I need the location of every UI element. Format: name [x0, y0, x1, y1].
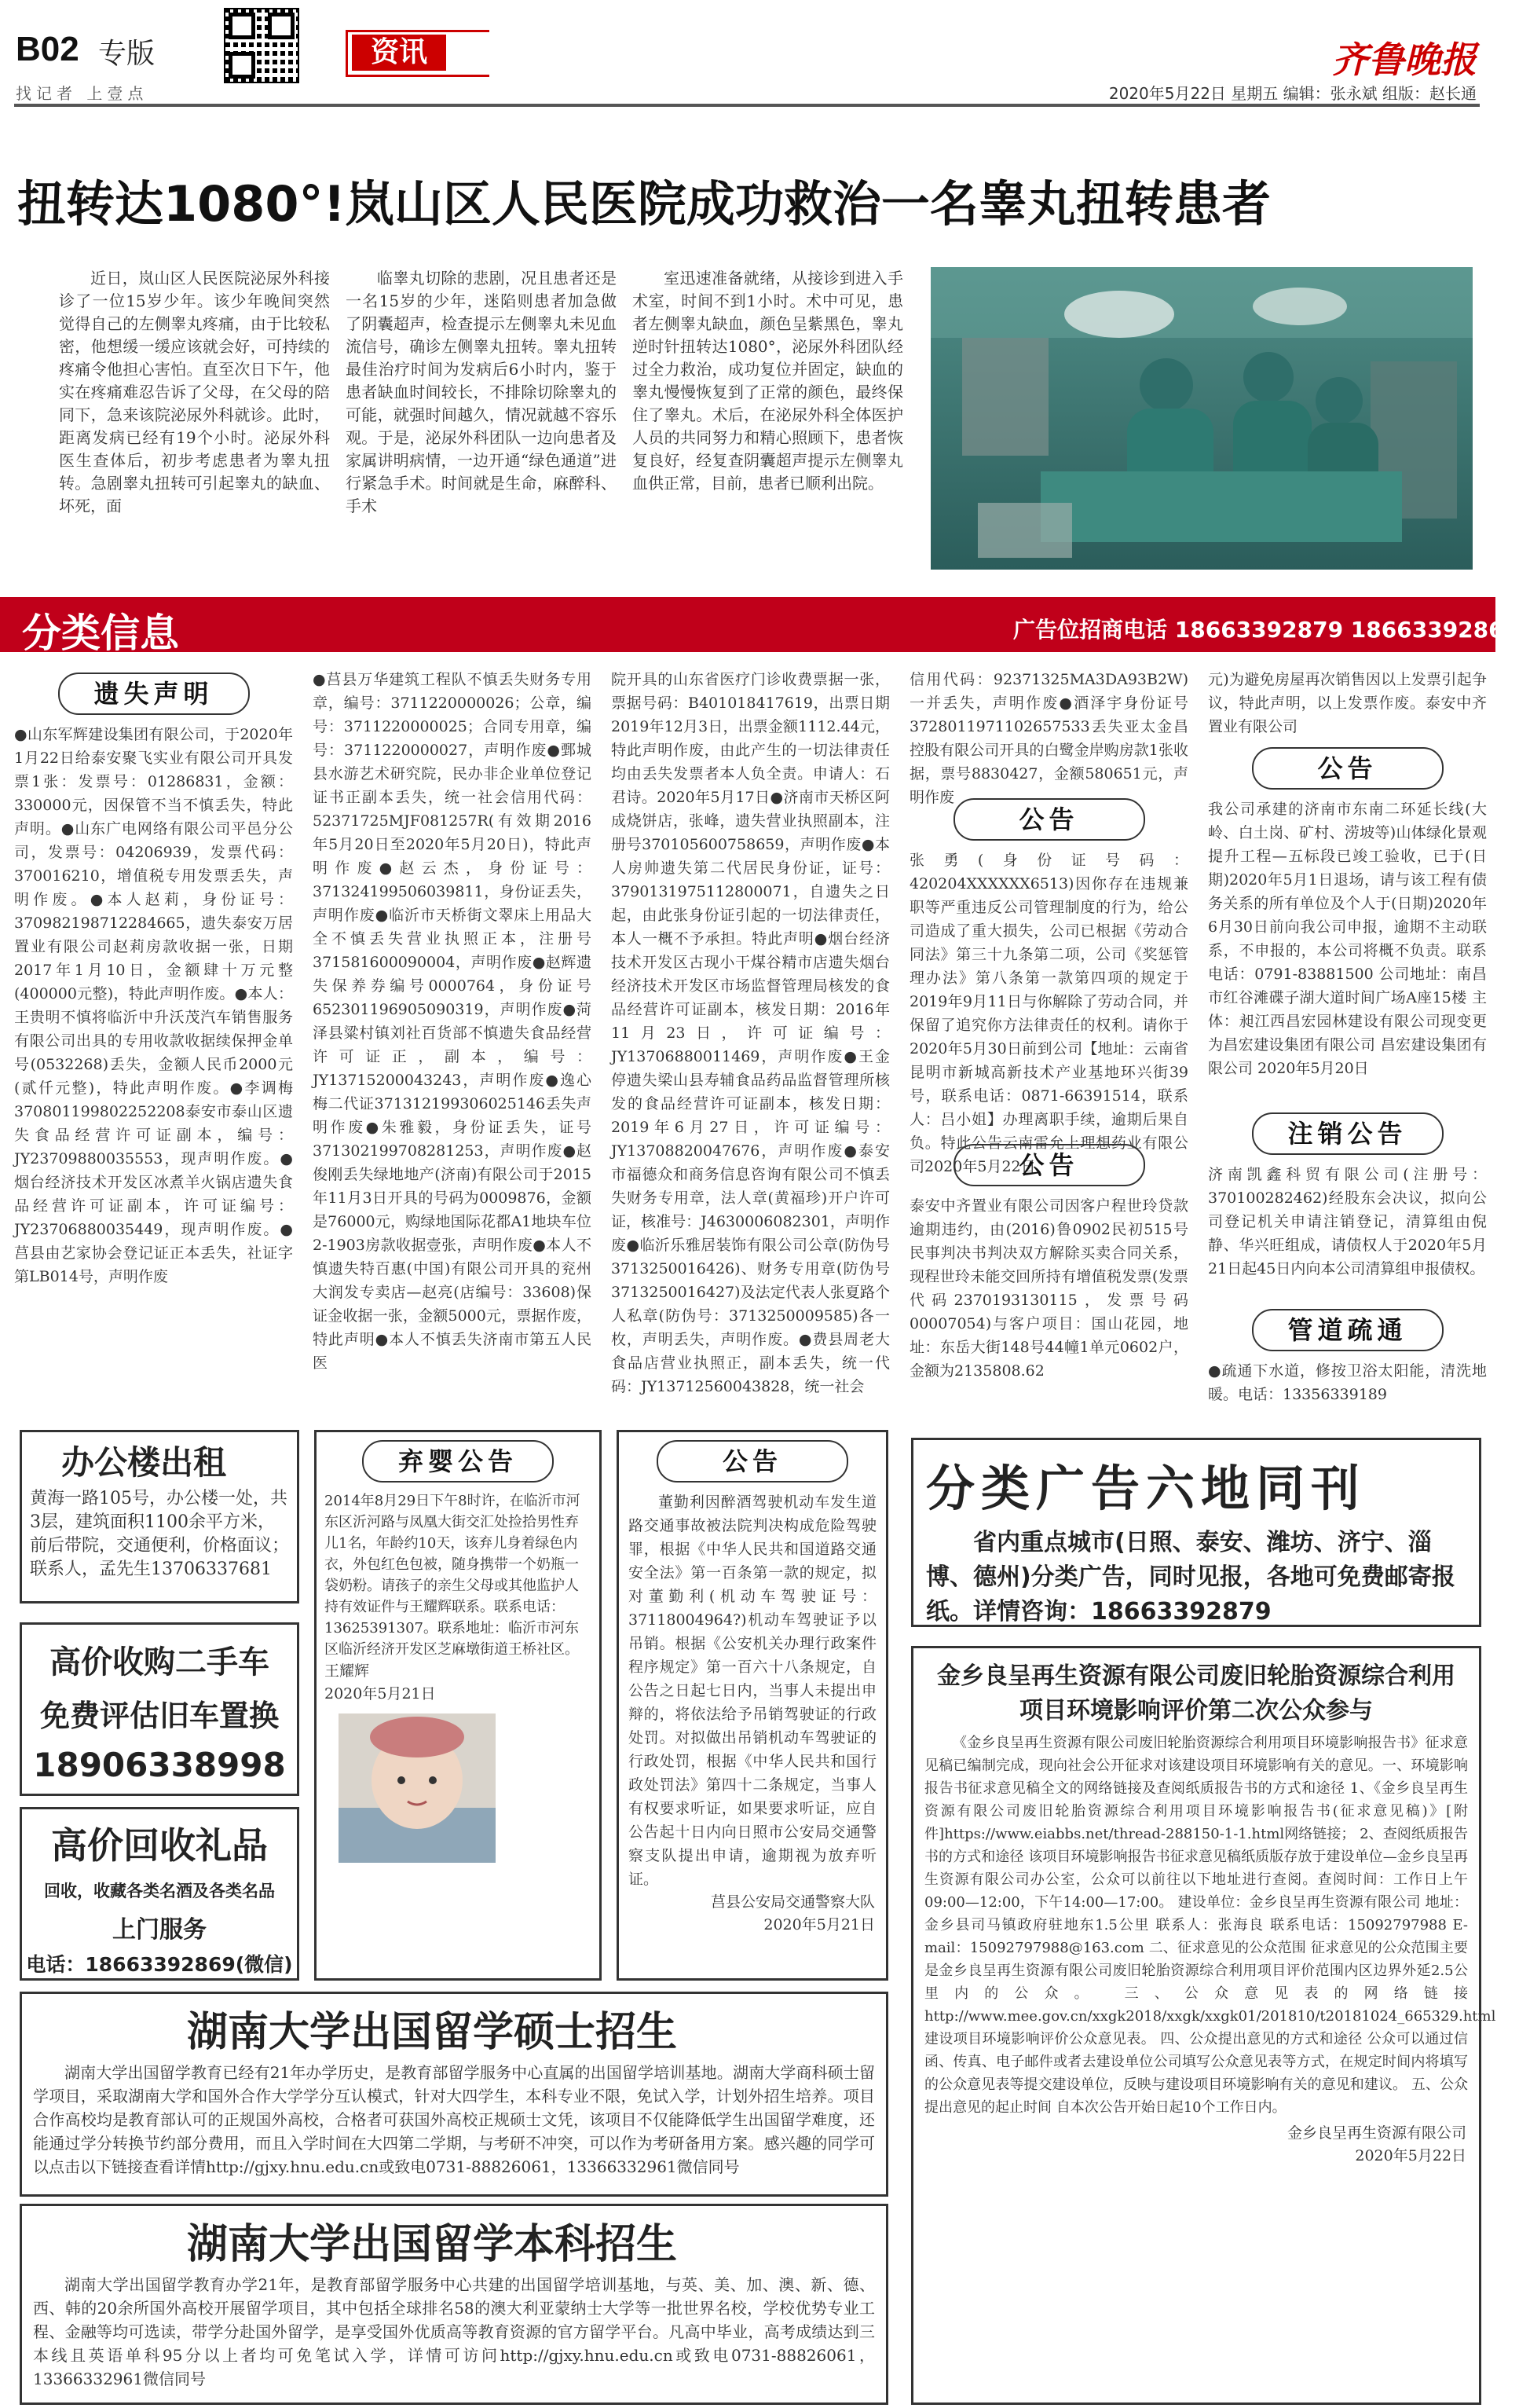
gift-line1: 回收，收藏各类名酒及各类名品	[44, 1882, 275, 1900]
lead-column-1: 近日，岚山区人民医院泌尿外科接诊了一位15岁少年。该少年晚间突然觉得自己的左侧睾丸疼痛，由于比较私密，他想缓一缓应该就会好，可持续的疼痛令他担心害怕。直至次日下午，他实在疼痛难忍告诉了父母，在父母的陪同下，急来该院泌尿外科就诊。此时，距离发病已经有19个小时。泌尿外科医生查体后，初步考虑患者为睾丸扭转。急剧睾丸扭转可引起睾丸的缺血、坏死，面	[59, 269, 330, 515]
lost-text-1: ●山东军辉建设集团有限公司，于2020年1月22日给泰安聚飞实业有限公司开具发票1张：发票号：01286831，金额：330000元，因保管不当不慎丢失，特此声明。●山东广电网络有限公司平邑分公司，发票号：04206939，发票代码：370016210，增值税专用发票丢失，声明作废。●本人赵莉，身份证号：370982198712284665，遗失泰安万居置业有限公司赵莉房款收据一张，日期2017年1月10日，金额肆十万元整(400000元整)，特此声明作废。●本人：王贵明不慎将临沂中升沃茂汽车销售服务有限公司出具的专用收款收据续保押金单号(0532268)丢失，金额人民币2000元(贰仟元整)，特此声明作废。●李调梅370801199802252208泰安市泰山区遗失食品经营许可证副本，编号：JY23709880035553，现声明作废。●烟台经济技术开发区冰煮羊火锅店遗失食品经营许可证副本，许可证编号：JY23706880035449，现声明作废。●莒县由艺家协会登记证正本丢失，社证字第LB014号，声明作废	[14, 726, 293, 1285]
eia-text: 《金乡良呈再生资源有限公司废旧轮胎资源综合利用项目环境影响报告书》征求意见稿已编制完成，现向社会公开征求对该建设项目环境影响有关的意见。一、环境影响报告书征求意见稿全文的网络链接及查阅纸质报告书的方式和途径 1、《金乡良呈再生资源有限公司废旧轮胎资源综合利用项目环境影响报告书(征求意见稿)》[附件]https://www.eiabbs.net/thread-288150-1-1.html网络链接； 2、查阅纸质报告书的方式和途径 该项目环境影响报告书征求意见稿纸质版存放于建设单位—金乡良呈再生资源有限公司办公室，公众可以前往以下地址进行查阅。查阅时间：工作日上午09:00—12:00，下午14:00—17:00。 建设单位：金乡良呈再生资源有限公司 地址：金乡县司马镇政府驻地东1.5公里 联系人：张海良 联系电话：15092797988 E-mail：15092797988@163.com 二、征求意见的公众范围 征求意见的公众范围主要是金乡良呈再生资源有限公司废旧轮胎资源综合利用项目评价范围内区边界外延2.5公里内的公众。 三、公众意见表的网络链接 http://www.mee.gov.cn/xxgk2018/xxgk/xxgk01/201810/t20181024_665329.html 建设项目环境影响评价公众意见表。 四、公众提出意见的方式和途径 公众可以通过信函、传真、电子邮件或者去建设单位公司填写公众意见表等方式，在规定时间内将填写的公众意见表等提交建设单位，反映与建设项目环境影响有关的意见和建议。 五、公众提出意见的起止时间 自本次公告开始日起10个工作日内。	[924, 1735, 1496, 2116]
hunan-bachelor-ad	[20, 2204, 888, 2405]
traffic-signer: 莒县公安局交通警察大队	[710, 1893, 875, 1911]
gift-ad	[20, 1807, 299, 1981]
six-city-text: 省内重点城市(日照、泰安、潍坊、济宁、淄博、德州)分类广告，同时见报，各地可免费邮寄报纸。详情咨询：18663392879	[926, 1529, 1455, 1625]
lost-text-4: 信用代码：92371325MA3DA93B2W)一并丢失，声明作废●酒泽宇身份证号3728011971102657533丢失亚太金昌控股有限公司开具的白鹭金岸购房款1张收据，票号8830427，金额580651元，声明作废	[910, 671, 1188, 806]
lost-column-5	[1208, 668, 1487, 742]
hunan-master-text: 湖南大学出国留学教育已经有21年办学历史，是教育部留学服务中心直属的出国留学培训基地。湖南大学商科硕士留学项目，采取湖南大学和国外合作大学学分互认模式，针对大四学生，本科专业不限，免试入学，计划外招生培养。项目合作高校均是教育部认可的正规国外高校，合格者可获国外高校正规硕士文凭，该项目不仅能降低学生出国留学难度，还能通过学分转换节约部分费用，而且入学时间在大四第二学期，与考研不冲突，可以作为考研备用方案。感兴趣的同学可以点击以下链接查看详情http://gjxy.hnu.edu.cn或致电0731-88826061，13366332961微信同号	[33, 2063, 875, 2176]
masthead-logo: 齐鲁晚报	[1332, 38, 1477, 81]
traffic-tag: 公告	[657, 1440, 848, 1483]
lead-column-2: 临睾丸切除的悲剧，况且患者还是一名15岁的少年，迷陷则患者加急做了阴囊超声，检查提示左侧睾丸未见血流信号，确诊左侧睾丸扭转。睾丸扭转最佳治疗时间为发病后6小时内，鉴于患者缺血时间较长，不排除切除睾丸的可能，就强时间越久，情况就越不容乐观。于是，泌尿外科团队一边向患者及家属讲明病情，一边开通“绿色通道”进行紧急手术。时间就是生命，麻醉科、手术	[346, 269, 617, 515]
hunan-master-ad	[20, 1992, 888, 2197]
lead-headline: 扭转达1080°!岚山区人民医院成功救治一名睾丸扭转患者	[17, 175, 1271, 233]
eia-signer: 金乡良呈再生资源有限公司	[1287, 2124, 1466, 2142]
baby-photo	[339, 1713, 496, 1863]
column-tag: 资讯	[352, 35, 446, 71]
car-ad	[20, 1622, 299, 1796]
gift-title: 高价回收礼品	[51, 1824, 268, 1867]
gift-line2: 上门服务	[112, 1916, 207, 1944]
car-sub: 免费评估旧车置换	[39, 1699, 279, 1733]
ad-hotline: 广告位招商电话 18663392879 18663392869	[1013, 617, 1519, 643]
car-phone: 18906338998	[33, 1746, 286, 1784]
office-ad	[20, 1430, 299, 1604]
eia-notice	[911, 1646, 1496, 2405]
office-title: 办公楼出租	[61, 1443, 227, 1482]
notice-c-tag: 公告	[1252, 747, 1444, 790]
eia-title: 金乡良呈再生资源有限公司废旧轮胎资源综合利用项目环境影响评价第二次公众参与	[937, 1662, 1455, 1724]
eia-date: 2020年5月22日	[1355, 2147, 1466, 2164]
lost-column-1	[14, 668, 293, 1406]
traffic-notice	[617, 1430, 888, 1981]
notice-b-block	[910, 1139, 1188, 1406]
lost-tag: 遗失声明	[58, 673, 250, 715]
notice-b-text: 泰安中齐置业有限公司因客户程世玲贷款逾期违约，由(2016)鲁0902民初515号民事判决书判决双方解除买卖合同关系，现程世玲未能交回所持有增值税发票(发票代码2370193130115，发票号码00007054)与客户项目：国山花园，地址：东岳大街148号44幢1单元0602户，金额为2135808.62	[910, 1197, 1188, 1380]
abandon-notice	[314, 1430, 602, 1981]
hunan-bachelor-text: 湖南大学出国留学教育办学21年，是教育部留学服务中心共建的出国留学培训基地，与英、美、加、澳、新、德、西、韩的20余所国外高校开展留学项目，其中包括全球排名58的澳大利亚蒙纳士大学等一批世界名校，学校优势专业工程、金融等均可选读，带学分赴国外留学，是享受国外优质高等教育资源的官方留学平台。凡高中毕业，高考成绩达到三本线且英语单科95分以上者均可免笔试入学，详情可访问http://gjxy.hnu.edu.cn或致电0731-88826061，13366332961微信同号	[33, 2275, 875, 2388]
abandon-signer: 王耀辉	[324, 1662, 370, 1680]
classified-title: 分类信息	[22, 610, 179, 656]
page-number: B02	[16, 30, 79, 68]
lead-column-3: 室迅速准备就绪，从接诊到进入手术室，时间不到1小时。术中可见，患者左侧睾丸缺血，颜色呈紫黑色，睾丸逆时针扭转达1080°，泌尿外科团队经过全力救治，成功复位并固定，缺血的睾丸慢慢恢复到了正常的颜色，最终保住了睾丸。术后，在泌尿外科全体医护人员的共同努力和精心照顾下，患者恢复良好，经复查阴囊超声提示左侧睾丸血供正常，目前，患者已顺利出院。	[632, 269, 903, 493]
abandon-tag: 弃婴公告	[362, 1440, 554, 1483]
notice-a-block	[910, 794, 1188, 1175]
surgery-photo	[931, 267, 1473, 570]
pipe-block	[1208, 1304, 1487, 1406]
lost-text-5: 元)为避免房屋再次销售因以上发票引起争议，特此声明，以上发票作废。泰安中齐置业有限公司	[1208, 671, 1487, 735]
lost-text-3: 院开具的山东省医疗门诊收费票据一张，票据号码：B401018417619，出票日期2019年12月3日，出票金额1112.44元，特此声明作废，由此产生的一切法律责任均由丢失发票者本人负全责。申请人：石君诗。2020年5月17日●济南市天桥区阿成烧饼店，张峰，遗失营业执照副本，注册号370105600758659，声明作废●本人房帅遗失第二代居民身份证，证号：3790131975112800071，自遗失之日起，由此张身份证引起的一切法律责任，本人一概不予承担。特此声明●烟台经济技术开发区古现小干煤谷精市店遗失烟台经济技术开发区市场监督管理局核发的食品经营许可证副本，核发日期：2016年11月23日，许可证编号：JY13706880011469，声明作废●王金停遗失梁山县寿辅食品药品监督管理所核发的食品经营许可证副本，核发日期：2019年6月27日，许可证编号：JY13708820047676，声明作废●泰安市福德众和商务信息咨询有限公司不慎丢失财务专用章，法人章(黄福珍)开户许可证，核准号：J4630006082301，声明作废●临沂乐雅居装饰有限公司公章(防伪号3713250016426)、财务专用章(防伪号3713250016427)及法定代表人张夏路个人私章(防伪号：3713250009585)各一枚，声明丢失，声明作废。●费县周老大食品店营业执照正，副本丢失，统一代码：JY13712560043828，统一社会	[611, 671, 890, 1395]
gift-phone: 电话：18663392869(微信)	[26, 1953, 293, 1976]
cancel-block	[1208, 1108, 1487, 1300]
notice-a-text: 张勇(身份证号码：420204XXXXXX6513)因你存在违规兼职等严重违反公司管理制度的行为，给公司造成了重大损失，公司已根据《劳动合同法》第三十九条第二项，公司《奖惩管理办法》第八条第一款第四项的规定于2019年9月11日与你解除了劳动合同，并保留了追究你方法律责任的权利。请你于2020年5月30日前到公司【地址：云南省昆明市新城高新技术产业基地环兴街39号，联系电话：0871-66391514，联系人：吕小姐】办理离职手续，逾期后果自负。特此公告云南雷允上理想药业有限公司2020年5月22日	[910, 852, 1188, 1175]
section-label: 专版	[98, 38, 156, 70]
hunan-bachelor-title: 湖南大学出国留学本科招生	[187, 2221, 678, 2268]
header-rule	[14, 104, 1480, 107]
abandon-date: 2020年5月21日	[324, 1685, 436, 1702]
traffic-date: 2020年5月21日	[763, 1916, 875, 1933]
notice-a-tag: 公告	[953, 798, 1145, 841]
traffic-text: 董勤利因醉酒驾驶机动车发生道路交通事故被法院判决构成危险驾驶罪，根据《中华人民共和国道路交通安全法》第一百条第一款的规定，拟对董勤利(机动车驾驶证号：37118004964?)机动车驾驶证予以吊销。根据《公安机关办理行政案件程序规定》第一百六十八条规定，自公告之日起七日内，当事人未提出申辩的，将依法给予吊销驾驶证的行政处罚。对拟做出吊销机动车驾驶证的行政处罚，根据《中华人民共和国行政处罚法》第四十二条规定，当事人有权要求听证，如果要求听证，应自公告起十日内向日照市公安局交通警察支队提出申请，逾期视为放弃听证。	[628, 1494, 877, 1888]
cancel-text: 济南凯鑫科贸有限公司(注册号：370100282462)经股东会决议，拟向公司登记机关申请注销登记，清算组由倪静、华兴旺组成，请债权人于2020年5月21日起45日内向本公司清算组申报债权。	[1208, 1166, 1487, 1277]
notice-c-block	[1208, 742, 1487, 1096]
pipe-text: ●疏通下水道，修按卫浴太阳能，清洗地暖。电话：13356339189	[1208, 1362, 1487, 1403]
qr-code-icon	[224, 8, 299, 83]
date-line: 2020年5月22日 星期五 编辑：张永斌 组版：赵长通	[1108, 84, 1477, 103]
notice-b-tag: 公告	[953, 1144, 1145, 1186]
office-text: 黄海一路105号，办公楼一处，共3层，建筑面积1100余平方米，前后带院，交通便利，价格面议；联系人，孟先生13706337681	[30, 1489, 290, 1579]
lost-column-4	[910, 668, 1188, 806]
pipe-tag: 管道疏通	[1252, 1309, 1444, 1351]
hunan-master-title: 湖南大学出国留学硕士招生	[187, 2009, 678, 2056]
lost-text-2: ●莒县万华建筑工程队不慎丢失财务专用章，编号：3711220000026；公章，编号：3711220000025；合同专用章，编号：3711220000027，声明作废●鄄城县水游艺术研究院，民办非企业单位登记证书正副本丢失，统一社会信用代码：52371725MJF081257R(有效期2016年5月20日至2020年5月20日)，特此声明作废●赵云杰，身份证号：371324199506039811，身份证丢失，声明作废●临沂市天桥街文翠床上用品大全不慎丢失营业执照正本，注册号371581600090004，声明作废●赵辉遗失保养券编号0000764，身份证号652301196905090319，声明作废●菏泽县粱村镇刘社百货部不慎遗失食品经营许可证正，副本，编号：JY13715200043243，声明作废●逸心梅二代证371312199306025146丢失声明作废●朱雅毅，身份证丢失，证号371302199708281253，声明作废●赵俊刚丢失绿地地产(济南)有限公司于2015年11月3日开具的号码为0009876，金额是76000元，购绿地国际花都A1地块车位2-1903房款收据壹张，声明作废●本人不慎遗失特百惠(中国)有限公司开具的兖州大润发专卖店—赵亮(店编号：33608)保证金收据一张，金额5000元，票据作废，特此声明●本人不慎丢失济南市第五人民医	[313, 671, 591, 1372]
car-title: 高价收购二手车	[49, 1644, 269, 1680]
six-city-title: 分类广告六地同刊	[926, 1460, 1367, 1517]
lost-column-3	[611, 668, 890, 1406]
abandon-text: 2014年8月29日下午8时许，在临沂市河东区沂河路与凤凰大街交汇处捡拾男性弃儿1名，年龄约10天，该弃儿身着绿色内衣，外包红色包被，随身携带一个奶瓶一袋奶粉。请孩子的亲生父母或其他监护人持有效证件与王耀辉联系。联系电话：13625391307。联系地址：临沂市河东区临沂经济开发区芝麻墩街道王桥社区。	[324, 1493, 580, 1658]
six-city-ad	[911, 1438, 1481, 1627]
notice-c-text: 我公司承建的济南市东南二环延长线(大岭、白土岗、矿村、涝坡等)山体绿化景观提升工程—五标段已竣工验收，已于(日期)2020年5月1日退场，请与该工程有债务关系的所有单位及个人于(日期)2020年6月30日前向我公司申报，逾期不主动联系，不申报的，本公司将概不负责。联系电话：0791-83881500 公司地址：南昌市红谷滩碟子湖大道时间广场A座15楼 主体：昶江西昌宏园林建设有限公司现变更为昌宏建设集团有限公司 昌宏建设集团有限公司 2020年5月20日	[1208, 801, 1487, 1077]
header-slogan: 找记者 上壹点	[16, 84, 148, 103]
lost-column-2	[313, 668, 591, 1406]
cancel-tag: 注销公告	[1252, 1112, 1444, 1155]
